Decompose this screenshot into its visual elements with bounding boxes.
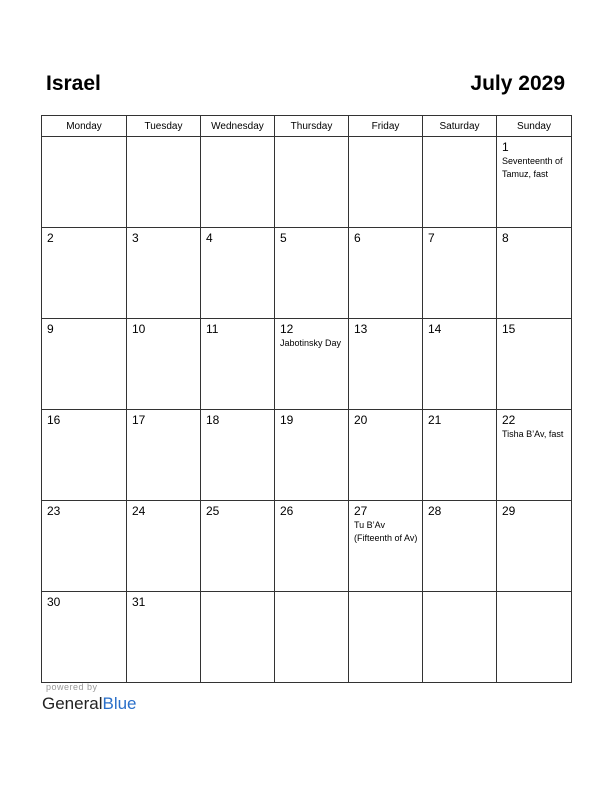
empty-day-cell (201, 592, 275, 683)
day-cell (349, 319, 423, 410)
day-number: 6 (354, 231, 361, 245)
day-cell (42, 592, 127, 683)
day-cell (349, 501, 423, 592)
day-cell (497, 410, 572, 501)
day-number: 13 (354, 322, 368, 336)
day-number: 19 (280, 413, 294, 427)
empty-day-cell (497, 592, 572, 683)
day-cell (423, 501, 497, 592)
day-number: 27 (354, 504, 368, 518)
week-row (42, 137, 572, 228)
day-number: 12 (280, 322, 294, 336)
day-cell (497, 228, 572, 319)
day-cell (42, 410, 127, 501)
weekday-monday: Monday (42, 116, 127, 137)
day-cell (42, 319, 127, 410)
day-cell (497, 501, 572, 592)
empty-day-cell (42, 137, 127, 228)
day-number: 24 (132, 504, 146, 518)
day-cell (201, 410, 275, 501)
day-cell (127, 228, 201, 319)
day-cell (201, 501, 275, 592)
day-cell (497, 137, 572, 228)
weekday-wednesday: Wednesday (201, 116, 275, 137)
day-number: 14 (428, 322, 442, 336)
day-cell (349, 228, 423, 319)
day-number: 20 (354, 413, 368, 427)
day-cell (201, 319, 275, 410)
weekday-sunday: Sunday (497, 116, 572, 137)
day-cell (275, 228, 349, 319)
day-number: 3 (132, 231, 139, 245)
day-cell (42, 501, 127, 592)
brand-blue-text: Blue (102, 694, 137, 713)
empty-day-cell (127, 137, 201, 228)
day-number: 10 (132, 322, 146, 336)
day-number: 18 (206, 413, 220, 427)
day-number: 4 (206, 231, 213, 245)
holiday-label: Tisha B’Av, fast (502, 429, 564, 439)
day-number: 25 (206, 504, 220, 518)
calendar-grid (41, 115, 572, 683)
day-cell (423, 319, 497, 410)
day-number: 28 (428, 504, 442, 518)
brand-general-text: General (42, 694, 103, 713)
empty-day-cell (423, 137, 497, 228)
day-cell (127, 410, 201, 501)
generalblue-logo[interactable] (42, 694, 137, 714)
empty-day-cell (201, 137, 275, 228)
day-number: 23 (47, 504, 61, 518)
powered-by-label: powered by (46, 682, 98, 692)
day-number: 7 (428, 231, 435, 245)
day-number: 31 (132, 595, 146, 609)
weekday-tuesday: Tuesday (127, 116, 201, 137)
week-row (42, 319, 572, 410)
week-row (42, 501, 572, 592)
day-cell (275, 410, 349, 501)
day-cell (201, 228, 275, 319)
day-cell (423, 228, 497, 319)
empty-day-cell (349, 137, 423, 228)
empty-day-cell (275, 137, 349, 228)
day-number: 21 (428, 413, 442, 427)
weekday-header-row (42, 116, 572, 137)
day-cell (423, 410, 497, 501)
empty-day-cell (423, 592, 497, 683)
day-cell (275, 501, 349, 592)
day-cell (275, 319, 349, 410)
day-cell (349, 410, 423, 501)
day-cell (42, 228, 127, 319)
day-number: 30 (47, 595, 61, 609)
month-year-title: July 2029 (470, 72, 565, 95)
day-number: 2 (47, 231, 54, 245)
week-row (42, 592, 572, 683)
weekday-friday: Friday (349, 116, 423, 137)
day-number: 16 (47, 413, 61, 427)
empty-day-cell (275, 592, 349, 683)
day-number: 22 (502, 413, 516, 427)
day-number: 15 (502, 322, 516, 336)
day-cell (127, 592, 201, 683)
day-number: 11 (206, 322, 219, 336)
day-number: 1 (502, 140, 509, 154)
day-cell (127, 319, 201, 410)
week-row (42, 228, 572, 319)
day-number: 5 (280, 231, 287, 245)
country-title: Israel (46, 72, 101, 95)
day-cell (127, 501, 201, 592)
day-number: 8 (502, 231, 509, 245)
day-number: 29 (502, 504, 516, 518)
holiday-label: Tu B’Av (Fifteenth of Av) (354, 520, 418, 543)
weekday-saturday: Saturday (423, 116, 497, 137)
holiday-label: Seventeenth of Tamuz, fast (502, 156, 563, 179)
empty-day-cell (349, 592, 423, 683)
day-number: 9 (47, 322, 54, 336)
weekday-thursday: Thursday (275, 116, 349, 137)
day-number: 26 (280, 504, 294, 518)
day-number: 17 (132, 413, 146, 427)
day-cell (497, 319, 572, 410)
week-row (42, 410, 572, 501)
holiday-label: Jabotinsky Day (280, 338, 342, 348)
